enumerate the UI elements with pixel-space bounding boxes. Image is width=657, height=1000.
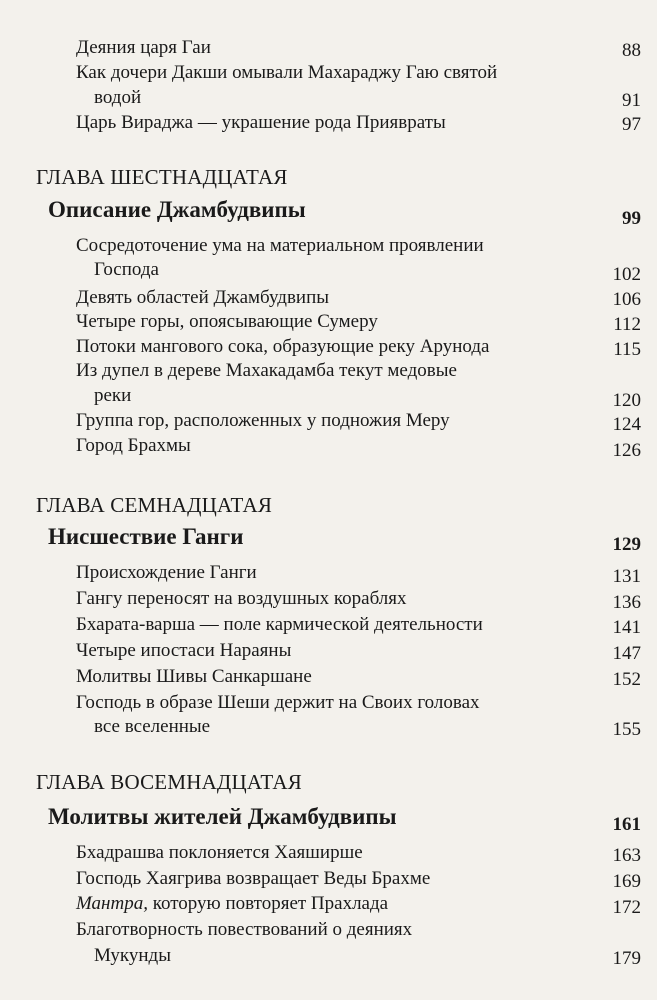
toc-entry: Благотворность повествований о деяниях xyxy=(76,919,413,940)
page-number: 169 xyxy=(612,871,641,892)
toc-entry: Бхарата-варша — поле кармической деятельности xyxy=(76,614,483,635)
page-number: 179 xyxy=(612,948,641,969)
chapter-title: Нисшествие Ганги xyxy=(48,524,244,549)
toc-entry: Четыре горы, опоясывающие Сумеру xyxy=(76,311,378,332)
chapter-label: ГЛАВА ВОСЕМНАДЦАТАЯ xyxy=(36,770,302,794)
chapter-page-number: 129 xyxy=(612,534,641,555)
toc-entry: Потоки мангового сока, образующие реку Арунода xyxy=(76,336,490,357)
page-number: 115 xyxy=(613,339,641,360)
toc-entry xyxy=(76,893,388,915)
page-number: 112 xyxy=(613,314,641,335)
page-number: 152 xyxy=(612,669,641,690)
chapter-title: Молитвы жителей Джамбудвипы xyxy=(48,804,397,829)
page-number: 106 xyxy=(612,289,641,310)
page-number: 126 xyxy=(612,440,641,461)
toc-entry: Как дочери Дакши омывали Махараджу Гаю святой xyxy=(76,62,498,83)
page-number: 102 xyxy=(612,264,641,285)
page-number: 172 xyxy=(612,897,641,918)
toc-entry: Господь в образе Шеши держит на Своих головах xyxy=(76,692,480,713)
toc-entry: Деяния царя Гаи xyxy=(76,37,211,58)
toc-entry-continuation: Господа xyxy=(94,259,159,280)
page-number: 124 xyxy=(612,414,641,435)
toc-entry-continuation: все вселенные xyxy=(94,716,211,737)
page-number: 131 xyxy=(612,566,641,587)
page-number: 147 xyxy=(612,643,641,664)
toc-entry: Происхождение Ганги xyxy=(76,562,257,583)
chapter-page-number: 161 xyxy=(612,814,641,835)
toc-entry: Господь Хаягрива возвращает Веды Брахме xyxy=(76,868,431,889)
toc-entry: Гангу переносят на воздушных кораблях xyxy=(76,588,407,609)
toc-entry-continuation: реки xyxy=(94,385,132,406)
chapter-page-number: 99 xyxy=(622,208,641,229)
toc-entry: Группа гор, расположенных у подножия Меру xyxy=(76,410,450,431)
mantra-word: Мантра, xyxy=(76,893,148,914)
page-number: 136 xyxy=(612,592,641,613)
toc-entry-continuation: Мукунды xyxy=(94,945,171,966)
page-number: 120 xyxy=(612,390,641,411)
chapter-title: Описание Джамбудвипы xyxy=(48,197,306,222)
toc-entry: Бхадрашва поклоняется Хаяширше xyxy=(76,842,363,863)
chapter-label: ГЛАВА СЕМНАДЦАТАЯ xyxy=(36,493,273,517)
toc-entry: Город Брахмы xyxy=(76,435,191,456)
toc-entry: Сосредоточение ума на материальном проявлении xyxy=(76,235,484,256)
toc-entry: Девять областей Джамбудвипы xyxy=(76,287,330,308)
page-number: 91 xyxy=(622,90,641,111)
toc-entry-continuation: водой xyxy=(94,87,142,108)
chapter-label: ГЛАВА ШЕСТНАДЦАТАЯ xyxy=(36,165,288,189)
toc-entry: Молитвы Шивы Санкаршане xyxy=(76,666,312,687)
toc-entry: Из дупел в дереве Махакадамба текут медовые xyxy=(76,360,457,381)
toc-entry-text: которую повторяет Прахлада xyxy=(147,893,389,914)
page-number: 88 xyxy=(622,40,641,61)
page-number: 97 xyxy=(622,114,641,135)
page-number: 163 xyxy=(612,845,641,866)
page-number: 155 xyxy=(612,719,641,740)
page-number: 141 xyxy=(612,617,641,638)
toc-entry: Царь Вираджа — украшение рода Приявраты xyxy=(76,112,446,133)
toc-entry: Четыре ипостаси Нараяны xyxy=(76,640,292,661)
